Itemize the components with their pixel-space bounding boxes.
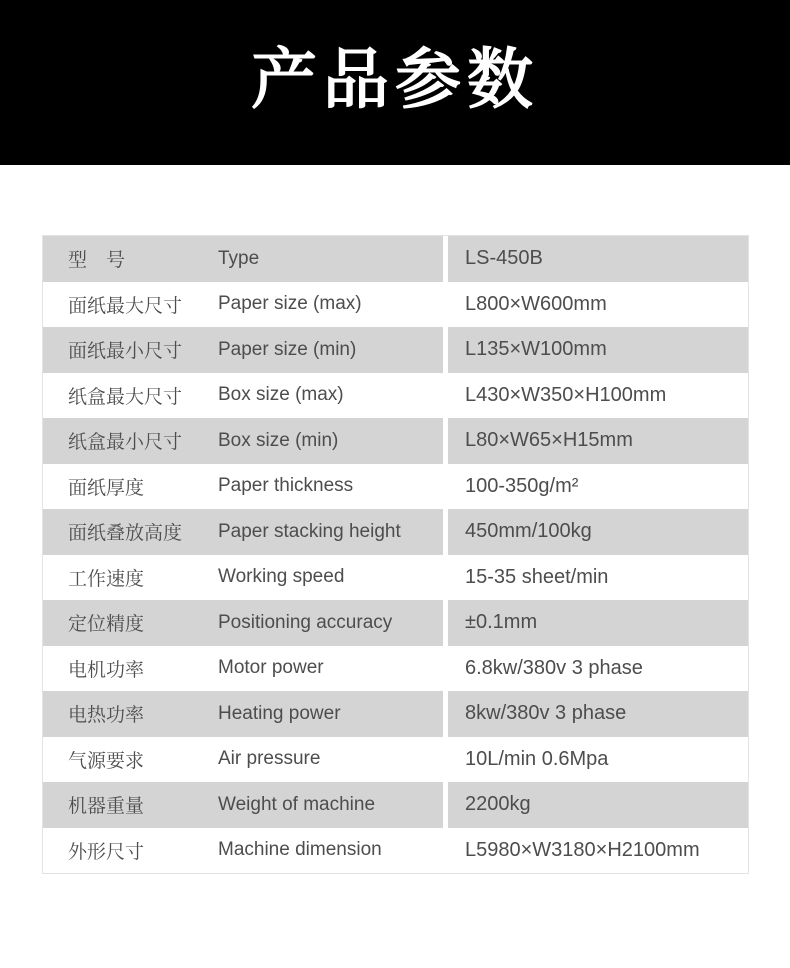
spec-label-zh: 机器重量	[68, 796, 145, 818]
label-cell	[43, 555, 443, 601]
table-row	[43, 600, 748, 646]
value-cell	[448, 509, 748, 555]
value-cell	[448, 236, 748, 282]
spec-label-zh: 电热功率	[68, 705, 145, 727]
table-row	[43, 646, 748, 692]
table-row	[43, 828, 748, 874]
label-cell	[43, 600, 443, 646]
spec-value: ±0.1mm	[465, 611, 538, 634]
table-row	[43, 373, 748, 419]
spec-label-en: Paper thickness	[218, 475, 354, 497]
spec-label-zh: 工作速度	[68, 568, 145, 590]
table-row	[43, 509, 748, 555]
page-title: 产品参数	[251, 41, 539, 116]
spec-label-zh: 气源要求	[68, 750, 145, 772]
spec-label-zh: 纸盒最大尺寸	[68, 386, 183, 408]
label-cell	[43, 828, 443, 874]
value-cell	[448, 282, 748, 328]
spec-value: 15-35 sheet/min	[465, 565, 609, 588]
table-row	[43, 282, 748, 328]
spec-label-zh: 型 号	[68, 250, 126, 272]
label-cell	[43, 236, 443, 282]
label-cell	[43, 327, 443, 373]
spec-label-en: Machine dimension	[218, 839, 382, 861]
label-cell	[43, 373, 443, 419]
spec-label-en: Paper size (min)	[218, 338, 357, 360]
spec-label-zh: 面纸厚度	[68, 477, 145, 499]
spec-label-en: Working speed	[218, 566, 345, 588]
spec-value: L80×W65×H15mm	[465, 429, 633, 452]
spec-label-en: Air pressure	[218, 748, 321, 770]
label-cell	[43, 282, 443, 328]
table-row	[43, 782, 748, 828]
spec-label-en: Positioning accuracy	[218, 611, 393, 633]
spec-label-en: Motor power	[218, 657, 324, 679]
value-cell	[448, 828, 748, 874]
table-row	[43, 327, 748, 373]
value-cell	[448, 737, 748, 783]
spec-label-en: Type	[218, 247, 260, 269]
spec-value: LS-450B	[465, 247, 543, 270]
label-cell	[43, 691, 443, 737]
spec-label-en: Heating power	[218, 702, 341, 724]
label-cell	[43, 509, 443, 555]
spec-value: L430×W350×H100mm	[465, 383, 667, 406]
spec-label-zh: 面纸叠放高度	[68, 523, 183, 545]
value-cell	[448, 646, 748, 692]
value-cell	[448, 555, 748, 601]
value-cell	[448, 600, 748, 646]
spec-label-zh: 面纸最小尺寸	[68, 341, 183, 363]
spec-label-en: Box size (max)	[218, 384, 344, 406]
table-row	[43, 691, 748, 737]
value-cell	[448, 691, 748, 737]
spec-label-zh: 面纸最大尺寸	[68, 295, 183, 317]
label-cell	[43, 418, 443, 464]
label-cell	[43, 464, 443, 510]
table-row	[43, 418, 748, 464]
spec-value: 450mm/100kg	[465, 520, 592, 543]
spec-value: 100-350g/m²	[465, 474, 579, 497]
label-cell	[43, 782, 443, 828]
spec-table	[42, 235, 749, 874]
label-cell	[43, 737, 443, 783]
table-row	[43, 236, 748, 282]
spec-label-en: Box size (min)	[218, 429, 339, 451]
spec-label-zh: 外形尺寸	[68, 841, 145, 863]
table-row	[43, 737, 748, 783]
spec-value: 6.8kw/380v 3 phase	[465, 656, 643, 679]
value-cell	[448, 418, 748, 464]
spec-value: L135×W100mm	[465, 338, 607, 361]
spec-label-zh: 纸盒最小尺寸	[68, 432, 183, 454]
spec-label-en: Paper size (max)	[218, 293, 362, 315]
spec-value: 2200kg	[465, 793, 531, 816]
spec-value: L800×W600mm	[465, 292, 607, 315]
spec-value: 8kw/380v 3 phase	[465, 702, 627, 725]
spec-value: L5980×W3180×H2100mm	[465, 838, 700, 861]
table-row	[43, 464, 748, 510]
spec-value: 10L/min 0.6Mpa	[465, 747, 609, 770]
value-cell	[448, 464, 748, 510]
spec-label-zh: 定位精度	[68, 614, 145, 636]
value-cell	[448, 327, 748, 373]
table-row	[43, 555, 748, 601]
spec-label-en: Weight of machine	[218, 793, 376, 815]
spec-label-zh: 电机功率	[68, 659, 145, 681]
value-cell	[448, 373, 748, 419]
label-cell	[43, 646, 443, 692]
header-banner	[0, 0, 790, 165]
value-cell	[448, 782, 748, 828]
spec-label-en: Paper stacking height	[218, 520, 401, 542]
